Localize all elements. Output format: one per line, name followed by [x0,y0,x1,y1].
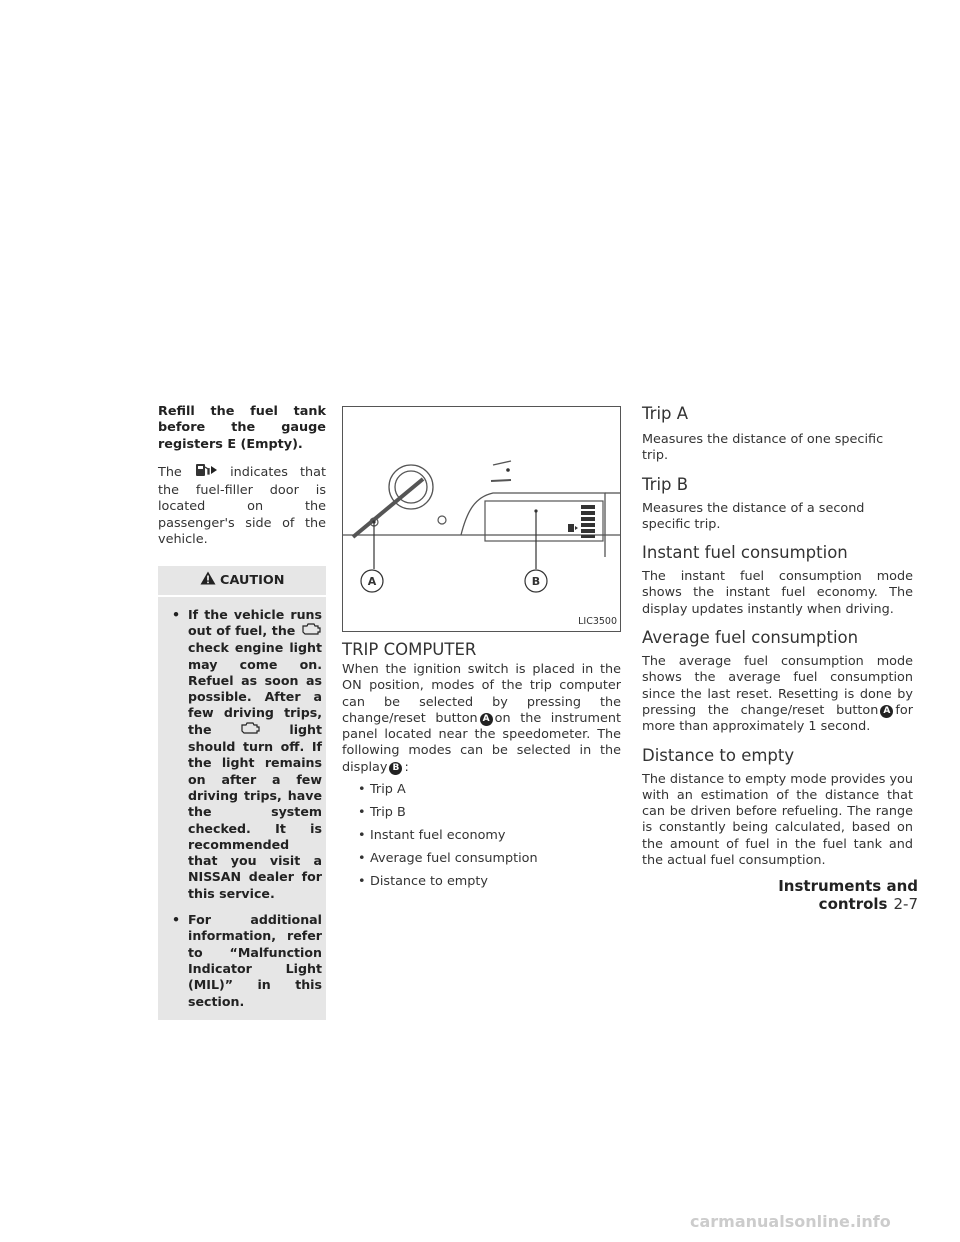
check-engine-icon [239,722,261,739]
caution-header: CAUTION [158,566,326,596]
list-item: • Average fuel consumption [358,851,538,867]
list-item: • Trip B [358,805,406,821]
trip-modes-list [342,782,621,897]
badge-b: B [389,762,402,775]
fuel-door-indicator-text: The indicates that the fuel-filler door is located on the passenger's side of the vehicle. [158,462,326,548]
trip-a-heading: Trip A [642,404,689,423]
trip-b-heading: Trip B [642,474,689,494]
middle-column [342,404,621,897]
list-item: • Instant fuel economy [358,828,506,844]
callout-b: B [531,575,541,588]
list-item: • Trip A [358,782,406,798]
instrument-cluster-drawing [343,407,620,631]
badge-a: A [480,713,493,726]
figure-code: LIC3500 [578,615,617,627]
average-text: The average fuel consumption mode shows the average fuel consumption since the last reset. Resetting is done by pressing the change/reset button A for more than approximately 1 second. [642,654,913,735]
page-footer [690,877,918,913]
badge-a: A [880,705,893,718]
caution-item: • If the vehicle runs out of fuel, the check engine light may come on. Refuel as soon as possible. After a few driving trips, the light should turn off. If the light remains on after a few driving trips, have the system checked. It is recommended that you visit a NISSAN dealer for this service. [172,606,323,901]
callout-a: A [367,575,377,588]
caution-box [158,566,326,1019]
warning-triangle-icon [200,571,216,590]
list-item: • Distance to empty [358,874,488,890]
instrument-panel-illustration [342,406,621,632]
left-column [158,404,326,1020]
average-heading: Average fuel consumption [642,628,859,648]
distance-text: The distance to empty mode provides you with an estimation of the distance that can be driven before refueling. The range is constantly being calculated, based on the amount of fuel in the fuel tank and the actual fuel consumption. [642,771,913,869]
distance-heading: Distance to empty [642,745,795,765]
fuel-door-side-icon [194,462,218,483]
refill-instruction: Refill the fuel tank before the gauge registers E (Empty). [158,404,326,452]
right-column [642,404,913,869]
instant-text: The instant fuel consumption mode shows the instant fuel economy. The display updates instantly when driving. [642,569,913,617]
page-number: 2-7 [893,895,918,913]
trip-a-text: Measures the distance of one specific trip. [642,432,884,464]
trip-computer-heading: TRIP COMPUTER [342,640,477,659]
caution-item: • For additional information, refer to “Malfunction Indicator Light (MIL)” in this section. [172,912,322,1009]
check-engine-icon [300,623,322,640]
section-name: Instruments and controls [778,877,918,913]
instant-heading: Instant fuel consumption [642,543,848,563]
watermark: carmanualsonline.info [690,1212,891,1231]
trip-b-text: Measures the distance of a second specific trip. [642,500,865,532]
trip-computer-paragraph: When the ignition switch is placed in the ON position, modes of the trip computer can be selected by pressing the change/reset button A on the instrument panel located near the speedometer. The following modes can be selected in the display B : [342,662,621,775]
